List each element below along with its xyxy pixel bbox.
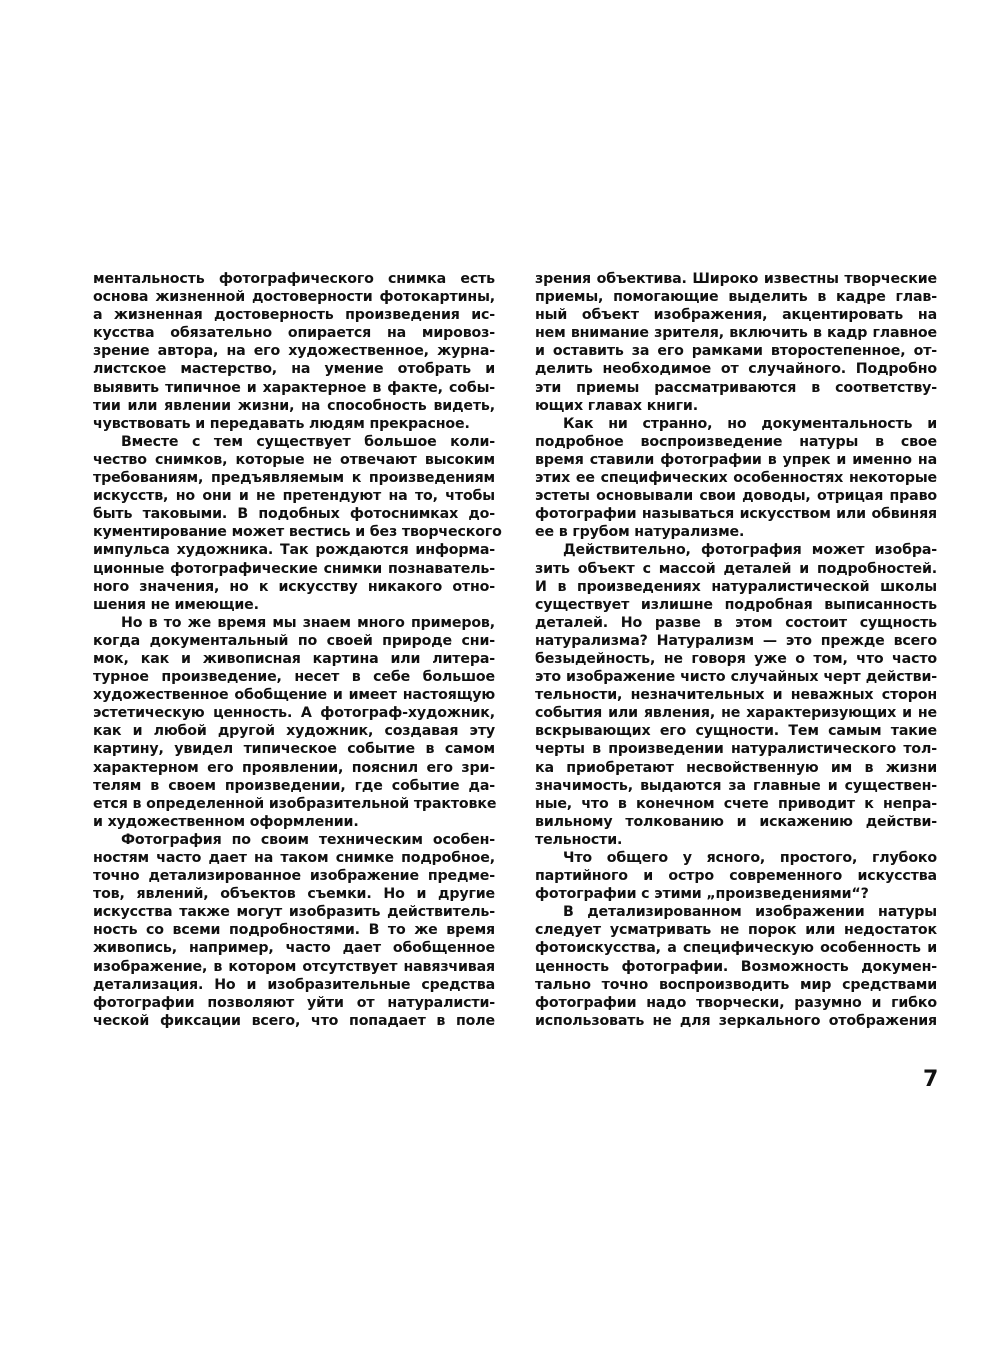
text-line: Что общего у ясного, простого, глубоко: [563, 850, 937, 866]
text-line: тии или явлении жизни, на способность видеть,: [93, 397, 495, 414]
text-line: импульса художника. Так рождаются информа-: [93, 542, 495, 559]
text-line: ющих главах книги.: [535, 397, 698, 414]
text-line: кусства обязательно опирается на мировоз-: [93, 325, 495, 342]
text-line: ческой фиксации всего, что попадает в поле: [93, 1012, 495, 1029]
text-line: существует излишне подробная выписанность: [535, 596, 937, 613]
text-line: черты в произведении натуралистического тол-: [535, 741, 937, 758]
text-line: нем внимание зрителя, включить в кадр главное: [535, 325, 937, 342]
text-line: характерном его проявлении, пояснил его зри-: [93, 759, 495, 776]
text-line: ется в определенной изобразительной трактовке: [93, 795, 497, 812]
text-line: события или явления, не характеризующих и не: [535, 705, 937, 722]
text-line: ционные фотографические снимки познаватель-: [93, 560, 495, 577]
text-line: этих ее специфических особенностях некоторые: [535, 470, 937, 487]
text-line: как и любой другой художник, создавая эту: [93, 723, 495, 740]
text-line: фотографии позволяют уйти от натуралисти-: [93, 994, 495, 1011]
text-line: шения не имеющие.: [93, 596, 259, 613]
right-text-column: [535, 270, 937, 1030]
text-line: вильному толкованию и искажению действи-: [535, 813, 937, 830]
text-line: ного значения, но к искусству никакого отно-: [93, 578, 495, 595]
text-line: время ставили фотографии в упрек и именно на: [535, 451, 937, 468]
text-line: искусства также могут изобразить действитель-: [93, 904, 495, 921]
text-line: деталей. Но разве в этом состоит сущность: [535, 614, 937, 631]
text-line: эстеты основывали свои доводы, отрицая право: [535, 488, 937, 505]
text-line: требованиям, предъявляемым к произведениям: [93, 470, 495, 487]
text-line: Действительно, фотография может изобра-: [563, 542, 937, 559]
text-line: значимость, выдаются за главные и существен-: [535, 777, 937, 794]
text-line: ность со всеми подробностями. В то же время: [93, 922, 495, 939]
text-line: Вместе с тем существует большое коли-: [121, 433, 495, 450]
page-number: 7: [923, 1067, 939, 1092]
text-line: фотографии называться искусством или обвиняя: [535, 506, 937, 523]
text-line: ные, что в конечном счете приводит к непра-: [535, 795, 937, 812]
text-line: натурализма? Натурализм — это прежде всего: [535, 632, 937, 649]
text-line: чество снимков, которые не отвечают высоким: [93, 451, 495, 468]
text-line: и оставить за его рамками второстепенное, от-: [535, 343, 937, 360]
text-line: Как ни странно, но документальность и: [563, 415, 937, 432]
text-line: делить необходимое от случайного. Подробно: [535, 361, 937, 378]
text-line: искусств, но они и не претендуют на то, чтобы: [93, 488, 495, 505]
text-line: турное произведение, несет в себе большое: [93, 669, 495, 686]
text-line: кументирование может вестись и без творческого: [93, 524, 502, 541]
text-line: быть таковыми. В подобных фотоснимках до-: [93, 506, 495, 523]
text-line: тельности.: [535, 831, 623, 848]
text-line: Но в то же время мы знаем много примеров,: [121, 614, 495, 631]
text-line: использовать не для зеркального отображения: [535, 1012, 937, 1029]
text-line: ментальность фотографического снимка есть: [93, 271, 495, 287]
text-line: Фотография по своим техническим особен-: [121, 831, 495, 848]
text-line: телям в своем произведении, где событие да-: [93, 777, 495, 794]
text-line: ка приобретают несвойственную им в жизни: [535, 759, 937, 776]
text-line: фотоискусства, а специфическую особенность и: [535, 940, 937, 957]
text-line: ее в грубом натурализме.: [535, 524, 745, 541]
text-line: изображение, в котором отсутствует навязчивая: [93, 958, 495, 975]
text-line: ценность фотографии. Возможность докумен-: [535, 958, 937, 975]
text-line: эти приемы рассматриваются в соответству-: [535, 379, 937, 396]
text-line: ный объект изображения, акцентировать на: [535, 307, 937, 324]
text-line: выявить типичное и характерное в факте, собы-: [93, 379, 495, 396]
text-line: безыдейность, не говоря уже о том, что часто: [535, 650, 937, 667]
text-line: В детализированном изображении натуры: [563, 904, 937, 921]
text-line: а жизненная достоверность произведения ис-: [93, 307, 495, 324]
text-line: фотографии с этими „произведениями“?: [535, 886, 869, 903]
text-line: И в произведениях натуралистической школы: [535, 578, 937, 595]
text-line: зрения объектива. Широко известны творческие: [535, 271, 937, 287]
left-text-column: [93, 270, 502, 1030]
text-line: основа жизненной достоверности фотокартины,: [93, 289, 495, 306]
text-line: когда документальный по своей природе сни-: [93, 632, 495, 649]
text-line: партийного и остро современного искусства: [535, 868, 937, 885]
text-line: тельности, незначительных и неважных сторон: [535, 687, 937, 704]
text-line: тально точно воспроизводить мир средствами: [535, 976, 937, 993]
text-line: зить объект с массой деталей и подробностей.: [535, 560, 937, 577]
text-line: зрение автора, на его художественное, журна-: [93, 343, 495, 360]
text-line: приемы, помогающие выделить в кадре глав-: [535, 289, 937, 306]
text-line: тов, явлений, объектов съемки. Но и другие: [93, 886, 495, 903]
text-line: вскрывающих его сущности. Тем самым такие: [535, 723, 937, 740]
text-line: мок, как и живописная картина или литера-: [93, 650, 495, 667]
text-line: детализация. Но и изобразительные средства: [93, 976, 495, 993]
text-line: точно детализированное изображение предме-: [93, 868, 495, 885]
text-line: ностям часто дает на таком снимке подробное,: [93, 850, 495, 866]
text-line: это изображение чисто случайных черт действи-: [535, 669, 937, 686]
text-line: живопись, например, часто дает обобщенное: [93, 940, 495, 957]
text-line: эстетическую ценность. А фотограф-художник,: [93, 705, 495, 722]
text-line: листское мастерство, на умение отобрать и: [93, 361, 495, 378]
text-line: и художественном оформлении.: [93, 813, 359, 830]
text-line: подробное воспроизведение натуры в свое: [535, 433, 937, 450]
text-line: картину, увидел типическое событие в самом: [93, 741, 495, 758]
text-line: художественное обобщение и имеет настоящую: [93, 687, 495, 704]
text-line: фотографии надо творчески, разумно и гибко: [535, 994, 937, 1011]
text-line: чувствовать и передавать людям прекрасное.: [93, 415, 470, 432]
text-line: следует усматривать не порок или недостаток: [535, 922, 937, 939]
